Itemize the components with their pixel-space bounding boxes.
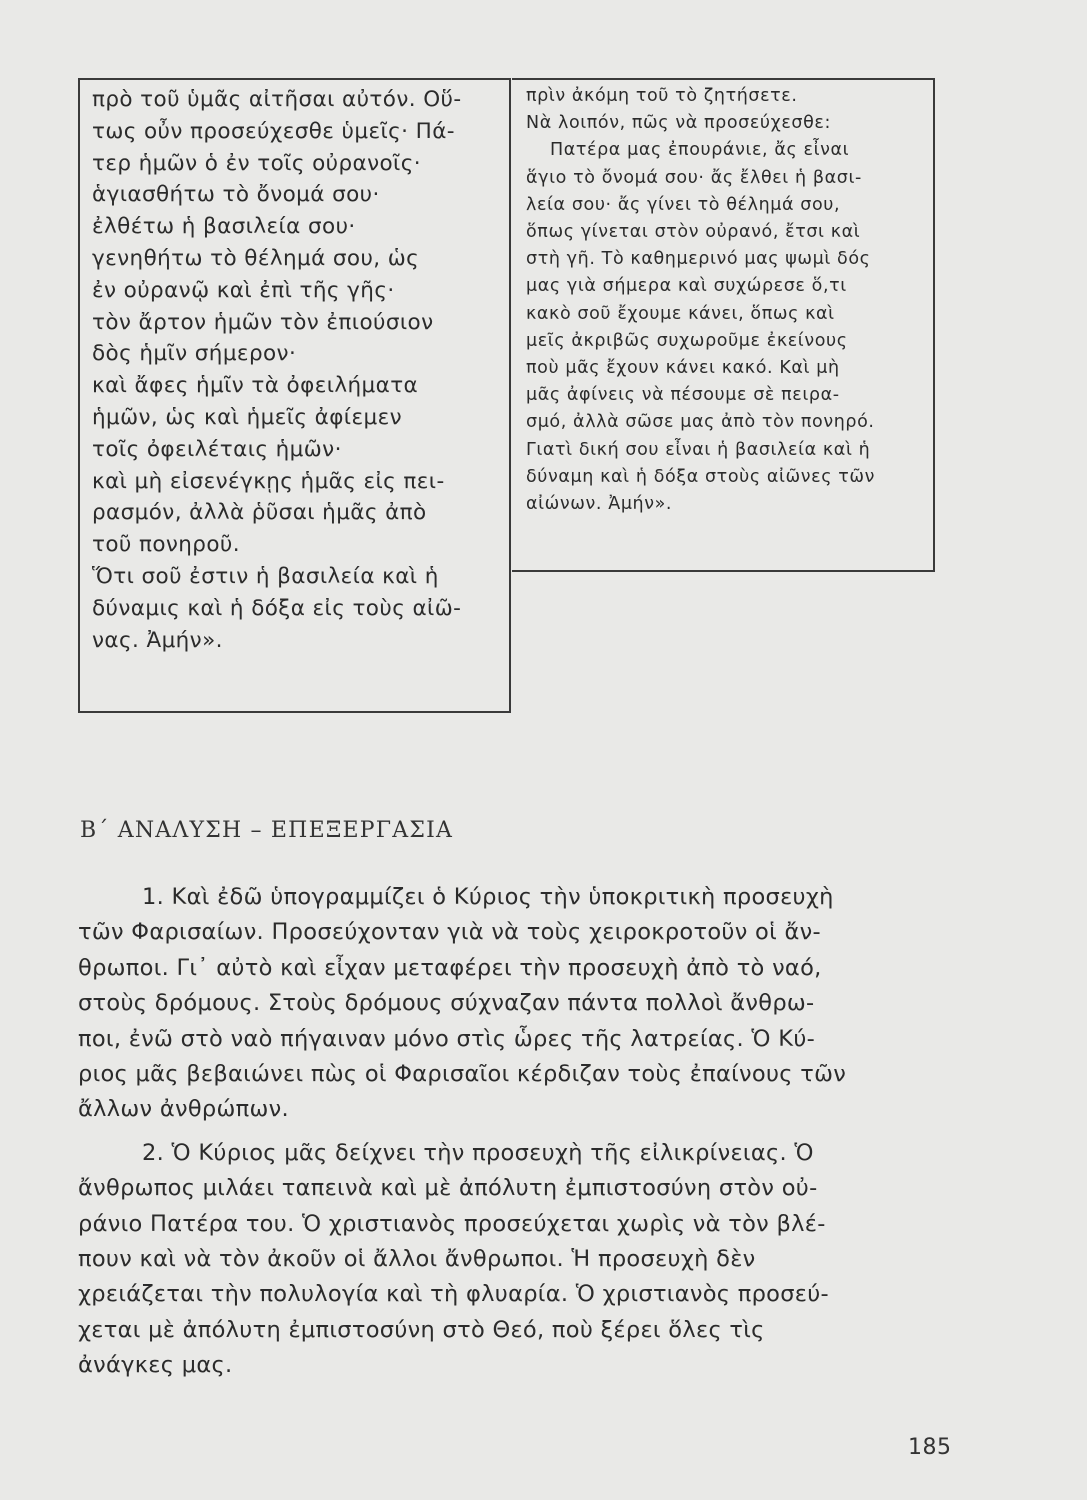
paragraph-line: πουν καὶ νὰ τὸν ἀκοῦν οἱ ἄλλοι ἄνθρωποι. Ἡ προσευχὴ δὲν xyxy=(78,1246,756,1273)
section-heading: Β΄ ΑΝΑΛΥΣΗ – ΕΠΕΞΕΡΓΑΣΙΑ xyxy=(80,818,454,843)
text-line: τοῖς ὀφειλέταις ἡμῶν· xyxy=(92,436,342,462)
paragraph-line: ριος μᾶς βεβαιώνει πὼς οἱ Φαρισαῖοι κέρδιζαν τοὺς ἐπαίνους τῶν xyxy=(78,1061,847,1088)
paragraph-line: τῶν Φαρισαίων. Προσεύχονταν γιὰ νὰ τοὺς χειροκροτοῦν οἱ ἄν- xyxy=(78,919,821,946)
text-line: στὴ γῆ. Τὸ καθημερινό μας ψωμὶ δός xyxy=(526,249,871,270)
text-line: λεία σου· ἄς γίνει τὸ θέλημά σου, xyxy=(526,194,841,215)
paragraph-line: ποι, ἐνῶ στὸ ναὸ πήγαιναν μόνο στὶς ὧρες τῆς λατρείας. Ὁ Κύ- xyxy=(78,1025,816,1052)
text-line: δὸς ἡμῖν σήμερον· xyxy=(92,341,297,367)
text-line: Νὰ λοιπόν, πῶς νὰ προσεύχεσθε: xyxy=(526,113,831,134)
paragraph-line: ἄνθρωπος μιλάει ταπεινὰ καὶ μὲ ἀπόλυτη ἐμπιστοσύνη στὸν οὐ- xyxy=(78,1175,818,1202)
paragraph-line: χρειάζεται τὴν πολυλογία καὶ τὴ φλυαρία. Ὁ χριστιανὸς προσεύ- xyxy=(78,1281,829,1308)
text-line: σμό, ἀλλὰ σῶσε μας ἀπὸ τὸν πονηρό. xyxy=(526,412,875,433)
paragraph-line: ἀνάγκες μας. xyxy=(78,1352,233,1379)
text-line: ρασμόν, ἀλλὰ ῥῦσαι ἡμᾶς ἀπὸ xyxy=(92,500,427,526)
text-line: δύναμη καὶ ἡ δόξα στοὺς αἰῶνες τῶν xyxy=(526,466,876,487)
text-line: Γιατὶ δική σου εἶναι ἡ βασιλεία καὶ ἡ xyxy=(526,439,871,460)
analysis-body xyxy=(78,880,948,1384)
text-line: μεῖς ἀκριβῶς συχωροῦμε ἐκείνους xyxy=(526,330,848,351)
text-line: καὶ ἄφες ἡμῖν τὰ ὀφειλήματα xyxy=(92,373,419,399)
paragraph-line: ράνιο Πατέρα του. Ὁ χριστιανὸς προσεύχεται χωρὶς νὰ τὸν βλέ- xyxy=(78,1210,826,1237)
paragraph-line: 2. Ὁ Κύριος μᾶς δείχνει τὴν προσευχὴ τῆς εἰλικρίνειας. Ὁ xyxy=(142,1139,814,1166)
text-line: τερ ἡμῶν ὁ ἐν τοῖς οὐρανοῖς· xyxy=(92,150,421,176)
text-line: ἐν οὐρανῷ καὶ ἐπὶ τῆς γῆς· xyxy=(92,277,395,303)
paragraph-line: 1. Καὶ ἐδῶ ὑπογραμμίζει ὁ Κύριος τὴν ὑποκριτικὴ προσευχὴ xyxy=(142,884,834,910)
text-line: μας γιὰ σήμερα καὶ συχώρεσε ὅ,τι xyxy=(526,276,847,297)
paragraph-line: ἄλλων ἀνθρώπων. xyxy=(78,1096,289,1123)
text-line: πρὶν ἀκόμη τοῦ τὸ ζητήσετε. xyxy=(526,86,798,106)
text-line: τοῦ πονηροῦ. xyxy=(92,532,240,558)
text-line: ἡμῶν, ὡς καὶ ἡμεῖς ἀφίεμεν xyxy=(92,404,403,430)
text-line: νας. Ἀμήν». xyxy=(92,627,223,653)
text-line: ποὺ μᾶς ἔχουν κάνει κακό. Καὶ μὴ xyxy=(526,358,840,379)
paragraph-line: χεται μὲ ἀπόλυτη ἐμπιστοσύνη στὸ Θεό, ποὺ ξέρει ὅλες τὶς xyxy=(78,1316,765,1343)
text-line: πρὸ τοῦ ὑμᾶς αἰτῆσαι αὐτόν. Οὕ- xyxy=(92,87,462,112)
paragraph-line: θρωποι. Γι᾽ αὐτὸ καὶ εἶχαν μεταφέρει τὴν προσευχὴ ἀπὸ τὸ ναό, xyxy=(78,954,822,981)
paragraph-line: στοὺς δρόμους. Στοὺς δρόμους σύχναζαν πάντα πολλοὶ ἄνθρω- xyxy=(78,990,815,1017)
text-line: μᾶς ἀφίνεις νὰ πέσουμε σὲ πειρα- xyxy=(526,385,840,406)
text-line: καὶ μὴ εἰσενέγκῃς ἡμᾶς εἰς πει- xyxy=(92,468,445,494)
text-line: κακὸ σοῦ ἔχουμε κάνει, ὅπως καὶ xyxy=(526,303,835,324)
original-text-box xyxy=(78,78,511,713)
text-line: αἰώνων. Ἀμήν». xyxy=(526,494,673,515)
text-line: ἁγιασθήτω τὸ ὄνομά σου· xyxy=(92,182,380,208)
text-line: Ὅτι σοῦ ἐστιν ἡ βασιλεία καὶ ἡ xyxy=(92,563,439,589)
text-line: δύναμις καὶ ἡ δόξα εἰς τοὺς αἰῶ- xyxy=(92,595,462,621)
page-number: 185 xyxy=(908,1435,952,1460)
text-line: ὅπως γίνεται στὸν οὐρανό, ἔτσι καὶ xyxy=(526,222,861,243)
text-line: γενηθήτω τὸ θέλημά σου, ὡς xyxy=(92,245,420,271)
text-line: ἅγιο τὸ ὄνομά σου· ἄς ἔλθει ἡ βασι- xyxy=(526,167,862,188)
text-line: τως οὖν προσεύχεσθε ὑμεῖς· Πά- xyxy=(92,118,455,144)
text-line: ἐλθέτω ἡ βασιλεία σου· xyxy=(92,214,356,240)
text-line: Πατέρα μας ἐπουράνιε, ἄς εἶναι xyxy=(550,140,850,161)
text-line: τὸν ἄρτον ἡμῶν τὸν ἐπιούσιον xyxy=(92,309,434,335)
translation-text-box xyxy=(512,78,935,572)
